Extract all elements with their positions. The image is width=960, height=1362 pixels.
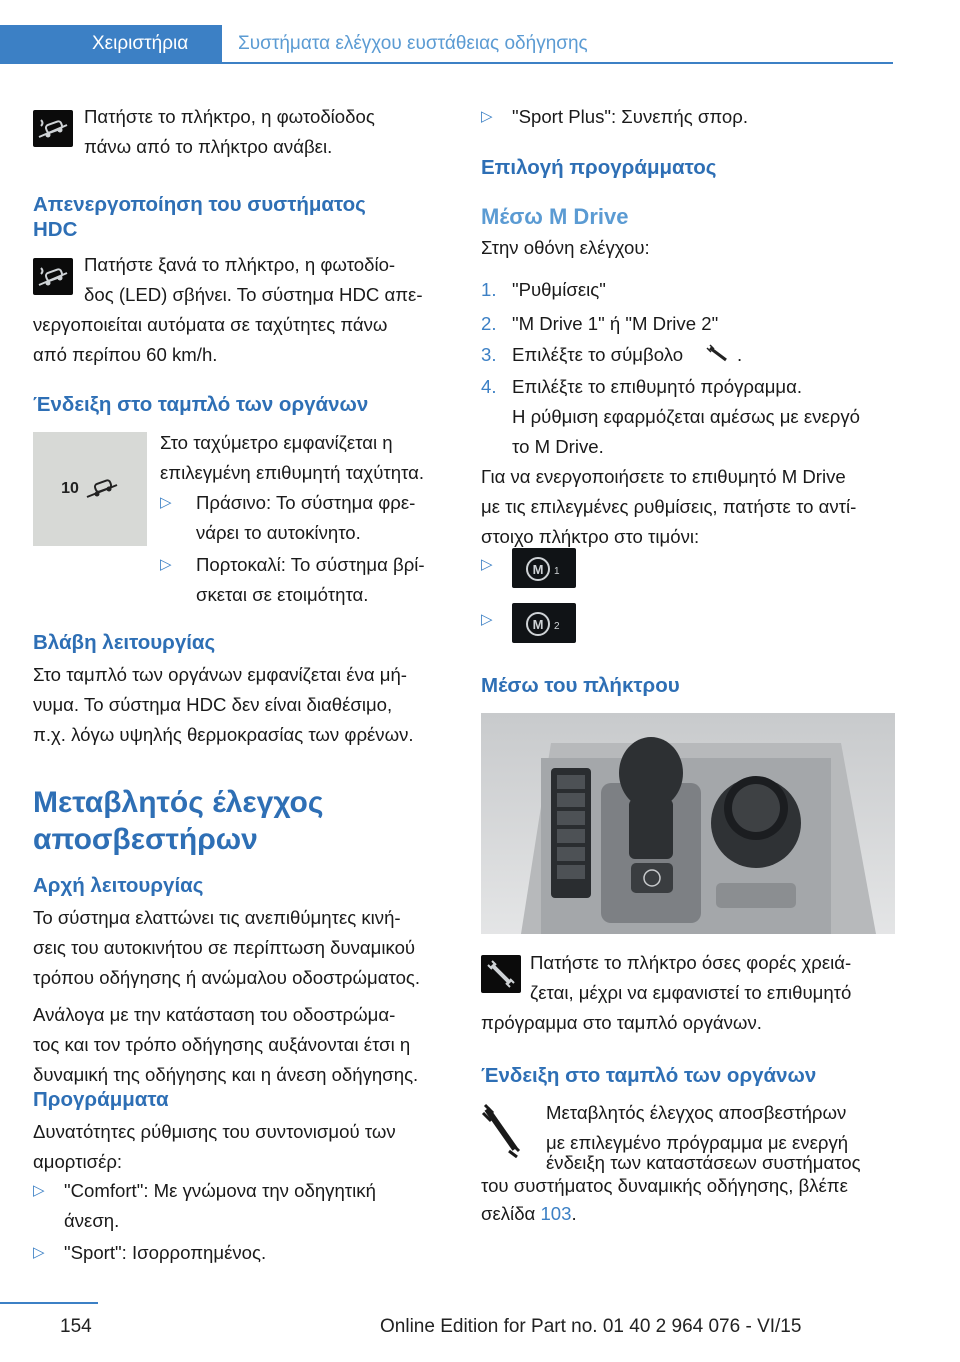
damper-symbol-icon	[706, 344, 730, 364]
center-console-photo	[481, 713, 895, 934]
press-line-1: Πατήστε το πλήκτρο όσες φορές χρειά-	[530, 952, 852, 973]
deactivate-heading-1: Απενεργοποίηση του συστήματος	[33, 193, 366, 216]
select-program-heading: Επιλογή προγράμματος	[481, 156, 717, 179]
hdc-downhill-icon	[33, 258, 73, 295]
steering-m1-button	[512, 548, 576, 588]
header-section-title: Συστήματα ελέγχου ευστάθειας οδήγησης	[238, 33, 588, 54]
step-text: "Ρυθμίσεις"	[512, 279, 606, 300]
programs-line-1: Δυνατότητες ρύθμισης του συντονισμού των	[33, 1121, 396, 1142]
display-r-line-1: Μεταβλητός έλεγχος αποσβεστήρων	[546, 1102, 847, 1123]
display-bullet-2-line-1: Πορτοκαλί: Το σύστημα βρί-	[196, 554, 425, 575]
display-r-line-2: με επιλεγμένο πρόγραμμα με ενεργή	[546, 1132, 849, 1153]
bullet-triangle-icon: ▷	[481, 108, 493, 125]
button-heading: Μέσω του πλήκτρου	[481, 674, 680, 697]
bullet-triangle-icon: ▷	[481, 611, 493, 628]
program-comfort-line-1: "Comfort": Με γνώμονα την οδηγητική	[64, 1180, 376, 1201]
bullet-triangle-icon: ▷	[160, 556, 172, 573]
display-bullet-1-line-2: νάρει το αυτοκίνητο.	[196, 522, 361, 543]
principle-line-1: Το σύστημα ελαττώνει τις ανεπιθύμητες κινή-	[33, 907, 401, 928]
m2-sub: 2	[554, 621, 560, 632]
display-bullet-1-line-1: Πράσινο: Το σύστημα φρε-	[196, 492, 416, 513]
malfunction-line-3: π.χ. λόγω υψηλής θερμοκρασίας των φρένων.	[33, 724, 414, 745]
footer-rule	[0, 1302, 98, 1304]
display-r-line-4: του συστήματος δυναμικής οδήγησης, βλέπε	[481, 1175, 848, 1196]
step-text: Επιλέξτε το σύμβολο	[512, 344, 684, 365]
program-comfort-line-2: άνεση.	[64, 1210, 120, 1231]
m1-letter: M	[526, 557, 550, 581]
bullet-triangle-icon: ▷	[33, 1182, 45, 1199]
cluster-hdc-display	[33, 432, 147, 546]
principle-line-2: σεις του αυτοκινήτου σε περίπτωση δυναμικού	[33, 937, 416, 958]
bullet-triangle-icon: ▷	[160, 494, 172, 511]
page-reference-link[interactable]: 103	[540, 1203, 572, 1224]
display-r-line-3: ένδειξη των καταστάσεων συστήματος	[546, 1152, 861, 1173]
depending-line-3: δυναμική της οδήγησης και η άνεση οδήγησης.	[33, 1064, 419, 1085]
bullet-triangle-icon: ▷	[33, 1244, 45, 1261]
edition-note: Online Edition for Part no. 01 40 2 964 076 - VI/15	[380, 1316, 802, 1337]
damper-display-icon	[481, 1103, 521, 1158]
step-number: 2.	[481, 313, 497, 334]
deactivate-heading-2: HDC	[33, 218, 78, 241]
damper-mode-icon	[481, 955, 521, 993]
activate-line-3: στοιχο πλήκτρο στο τιμόνι:	[481, 526, 700, 547]
step-4-note-line-1: Η ρύθμιση εφαρμόζεται αμέσως με ενεργό	[512, 406, 860, 427]
display-heading: Ένδειξη στο ταμπλό των οργάνων	[33, 393, 369, 416]
depending-line-1: Ανάλογα με την κατάσταση του οδοστρώμα-	[33, 1004, 396, 1025]
hdc-press-line-1: Πατήστε το πλήκτρο, η φωτοδίοδος	[84, 106, 375, 127]
m2-letter: M	[526, 612, 550, 636]
display-r-line-5-text: σελίδα	[481, 1203, 536, 1224]
step-text: Επιλέξτε το επιθυμητό πρόγραμμα.	[512, 376, 803, 397]
header-rule	[0, 62, 893, 64]
display-line-1: Στο ταχύμετρο εμφανίζεται η	[160, 432, 393, 453]
cluster-speed-value: 10	[61, 480, 79, 497]
press-line-3: πρόγραμμα στο ταμπλό οργάνων.	[481, 1012, 762, 1033]
principle-line-3: τρόπου οδήγησης ή ανώμαλου οδοστρώματος.	[33, 967, 421, 988]
step-3-suffix: .	[737, 344, 743, 365]
hdc-press-line-2: πάνω από το πλήκτρο ανάβει.	[84, 136, 333, 157]
deactivate-line-4: από περίπου 60 km/h.	[33, 344, 218, 365]
bullet-triangle-icon: ▷	[481, 556, 493, 573]
m1-sub: 1	[554, 566, 560, 577]
header-tab: Χειριστήρια	[0, 25, 222, 63]
hdc-downhill-icon	[85, 477, 119, 501]
program-sport-line: "Sport": Ισορροπημένος.	[64, 1242, 267, 1263]
damper-heading-1: Μεταβλητός έλεγχος	[33, 786, 324, 819]
programs-heading: Προγράμματα	[33, 1088, 169, 1111]
depending-line-2: τος και τον τρόπο οδήγησης αυξάνονται έτσι η	[33, 1034, 411, 1055]
step-number: 1.	[481, 279, 497, 300]
activate-line-1: Για να ενεργοποιήσετε το επιθυμητό M Drive	[481, 466, 846, 487]
page-number: 154	[60, 1316, 92, 1337]
step-text: "M Drive 1" ή "M Drive 2"	[512, 313, 719, 334]
press-line-2: ζεται, μέχρι να εμφανιστεί το επιθυμητό	[530, 982, 852, 1003]
programs-line-2: αμορτισέρ:	[33, 1151, 123, 1172]
principle-heading: Αρχή λειτουργίας	[33, 874, 204, 897]
step-number: 3.	[481, 344, 497, 365]
deactivate-line-3: νεργοποιείται αυτόματα σε ταχύτητες πάνω	[33, 314, 388, 335]
step-4-note-line-2: το M Drive.	[512, 436, 604, 457]
deactivate-line-1: Πατήστε ξανά το πλήκτρο, η φωτοδίο-	[84, 254, 396, 275]
page-reference-suffix: .	[571, 1203, 577, 1224]
step-number: 4.	[481, 376, 497, 397]
mdrive-heading: Μέσω M Drive	[481, 204, 629, 229]
display-heading-right: Ένδειξη στο ταμπλό των οργάνων	[481, 1064, 817, 1087]
display-line-2: επιλεγμένη επιθυμητή ταχύτητα.	[160, 462, 425, 483]
display-r-line-5	[481, 1199, 577, 1229]
activate-line-2: με τις επιλεγμένες ρυθμίσεις, πατήστε το αντί-	[481, 496, 857, 517]
malfunction-line-2: νυμα. Το σύστημα HDC δεν είναι διαθέσιμο,	[33, 694, 393, 715]
display-bullet-2-line-2: σκεται σε ετοιμότητα.	[196, 584, 369, 605]
deactivate-line-2: δος (LED) σβήνει. Το σύστημα HDC απε-	[84, 284, 423, 305]
malfunction-line-1: Στο ταμπλό των οργάνων εμφανίζεται ένα μή-	[33, 664, 407, 685]
steering-m2-button	[512, 603, 576, 643]
malfunction-heading: Βλάβη λειτουργίας	[33, 631, 216, 654]
damper-heading-2: αποσβεστήρων	[33, 823, 258, 856]
program-sport-plus-line: "Sport Plus": Συνεπής σπορ.	[512, 106, 748, 127]
hdc-downhill-icon	[33, 110, 73, 147]
mdrive-intro: Στην οθόνη ελέγχου:	[481, 237, 650, 258]
